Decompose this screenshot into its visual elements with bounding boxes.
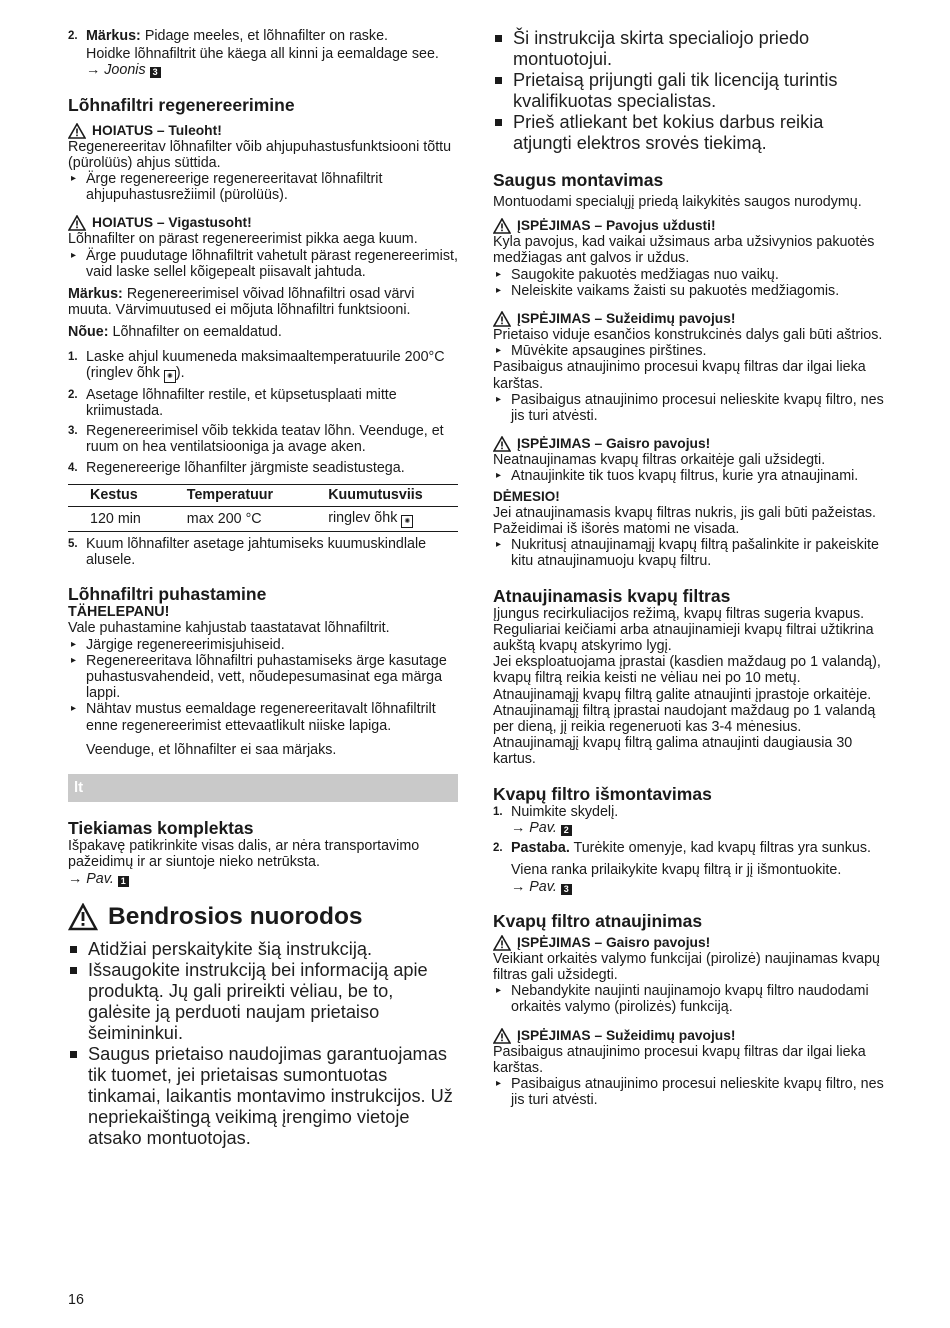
warning-triangle-icon — [493, 311, 511, 327]
list-item: Prieš atliekant bet kokius darbus reikia atjungti elektros srovės tiekimą. — [493, 112, 885, 154]
left-column: 2. Märkus: Pidage meeles, et lõhnafilter on raske. Hoidke lõhnafiltrit ühe käega all kinni ja eemaldage see. → Joonis 3 Lõhnafiltri regenereerimine HOIATUS – Tuleoht! Regenereeritav lõhnafilter võib ahjupuhastusfunktsiooni tõttu (pürolüüs) ahjus süttida. ▸ Ärge regenereerige regenereeritavat lõhnafiltrit ahjupuhastusrežiimil (pürolüüs). HOIATUS – Vigastusoht! Lõhnafilter on pärast regenereerimist pikka aega kuum. ▸ Ärge puudutage lõhnafiltrit vahetult pärast regenereerimist, vaid laske sellel kõigepealt piisavalt jahtuda. Märkus: Regenereerimisel võivad lõhnafiltri osad värvi muuta. Värvimuutused ei mõjuta lõhnafiltri funktsiooni. Nõue: Lõhnafilter on eemaldatud. 1. Laske ahjul kuumeneda maksimaaltemperatuurile 200°C (ringlev õhk ✺ ). 2. Asetage lõhnafilter restile, et küpsetusplaati mitte kriimustada. 3. Regenereerimisel võib tekkida teatav lõhn. Veenduge, et ruum on hea ventilatsiooniga ja avage aken. 4. Regenereerige lõhanfilter järgmiste seadistustega. Kestus Temperatuur Kuumutusviis 120 min max 200 °C ringlev õhk ✺ 5. Kuum lõhnafilter asetage jahtumiseks kuumuskindlale alusele. Lõhnafiltri puhastamine TÄHELEPANU! Vale puhastamine kahjustab taastatavat lõhnafiltrit. ▸ Järgige regenereerimisjuhiseid. ▸ Regenereeritava lõhnafiltri puhastamiseks ärge kasutage puhastusvahendeid, vett, nõudepesumasinat ega märga lappi. ▸ Nähtav mustus eemaldage regenereeritavalt lõhnafiltrilt enne regenereerimist ettevaatlikult niiske lapiga. Veenduge, et lõhnafilter ei saa märjaks. lt Tiekiamas komplektas Išpakavę patikrinkite visas dalis, ar nėra transportavimo pažeidimų ir ar siuntoje nieko netrūksta. → Pav. 1 Bendrosios nuorodos Atidžiai perskaitykite šią instrukciją. Išsaugokite instrukciją bei informaciją apie produktą. Jų gali prireikti vėliau, be to, galėsite ją perduoti naujam prietaiso šeimininkui. Saugus prietaiso naudojimas garantuojamas tik tuomet, jei prietaisas sumontuotas tinkamai, laikantis montavimo instrukcijos. Už nepriekaištingą veikimą įrengimo vietoje atsako montuotojas. — [68, 28, 458, 1149]
list-item: ▸ Atnaujinkite tik tuos kvapų filtrus, kurie yra atnaujinami. — [493, 468, 885, 484]
figure-3-box: 3 — [150, 67, 161, 78]
list-item: Atidžiai perskaitykite šią instrukciją. — [68, 939, 458, 960]
step-item: 4. Regenereerige lõhanfilter järgmiste seadistustega. — [68, 459, 405, 476]
step-item: 3. Regenereerimisel võib tekkida teatav lõhn. Veenduge, et ruum on hea ventilatsiooniga ja avage aken. — [68, 423, 444, 456]
figure-3-box: 3 — [561, 884, 572, 895]
warning-triangle-icon — [493, 935, 511, 951]
list-item: ▸ Mūvėkite apsaugines pirštines. — [493, 343, 885, 359]
section-title-kit: Tiekiamas komplektas — [68, 818, 254, 839]
list-item: Saugus prietaiso naudojimas garantuojamas tik tuomet, jei prietaisas sumontuotas tinkamai, laikantis montavimo instrukcijos. Už nepriekaištingą veikimą įrengimo vietoje atsako montuotojas. — [68, 1044, 458, 1149]
section-title-renewable-filter: Atnaujinamasis kvapų filtras — [493, 585, 731, 606]
section-title-filter-removal: Kvapų filtro išmontavimas — [493, 783, 712, 804]
warning-triangle-icon — [68, 123, 86, 139]
warning-triangle-icon — [493, 436, 511, 452]
list-item: ▸ Regenereeritava lõhnafiltri puhastamiseks ärge kasutage puhastusvahendeid, vett, nõudepesumasinat ega märga lappi. — [68, 653, 458, 702]
figure-2-box: 2 — [561, 825, 572, 836]
step-item: 1. Laske ahjul kuumeneda maksimaaltemperatuurile 200°C (ringlev õhk ✺ ). — [68, 348, 445, 381]
section-title-filter-renewal: Kvapų filtro atnaujinimas — [493, 910, 703, 931]
fan-heat-icon: ✺ — [401, 515, 413, 528]
step-5: 5. Kuum lõhnafilter asetage jahtumiseks kuumuskindlale alusele. — [68, 535, 427, 569]
list-item: ▸ Nähtav mustus eemaldage regenereeritavalt lõhnafiltrilt enne regenereerimist ettevaatlikult niiske lapiga. — [68, 701, 458, 733]
list-item: ▸ Ärge regenereerige regenereeritavat lõhnafiltrit ahjupuhastusrežiimil (pürolüüs). — [68, 171, 458, 203]
list-item: ▸ Neleiskite vaikams žaisti su pakuotės medžiagomis. — [493, 283, 885, 299]
section-title-cleaning: Lõhnafiltri puhastamine — [68, 584, 267, 605]
list-item: ▸ Nebandykite naujinti naujinamojo kvapų filtro naudodami orkaitės valymo (pirolizės) funkciją. — [493, 983, 885, 1015]
section-title-safe-install: Saugus montavimas — [493, 170, 664, 190]
section-title-regeneration: Lõhnafiltri regenereerimine — [68, 94, 295, 115]
step-item: 1. Nuimkite skydelį. → Pav. 2 — [493, 803, 619, 836]
right-column: Ši instrukcija skirta specialiojo priedo montuotojui. Prietaisą prijungti gali tik licenciją turintis kvalifikuotas specialistas. Prieš atliekant bet kokius darbus reikia atjungti elektros srovės tiekimą. Saugus montavimas Montuodami specialųjį priedą laikykitės saugos nurodymų. ĮSPĖJIMAS – Pavojus uždusti! Kyla pavojus, kad vaikai užsimaus arba užsivynios pakuotės medžiagas ant galvos ir uždus. ▸ Saugokite pakuotės medžiagas nuo vaikų. ▸ Neleiskite vaikams žaisti su pakuotės medžiagomis. ĮSPĖJIMAS – Sužeidimų pavojus! Prietaiso viduje esančios konstrukcinės dalys gali būti aštrios. ▸ Mūvėkite apsaugines pirštines. Pasibaigus atnaujinimo procesui kvapų filtras dar ilgai lieka karštas. ▸ Pasibaigus atnaujinimo procesui nelieskite kvapų filtro, nes jis turi atvėsti. ĮSPĖJIMAS – Gaisro pavojus! Neatnaujinamas kvapų filtras orkaitėje gali užsidegti. ▸ Atnaujinkite tik tuos kvapų filtrus, kurie yra atnaujinami. DĖMESIO! Jei atnaujinamasis kvapų filtras nukris, jis gali būti pažeistas. Pažeidimai iš išorės matomi ne visada. ▸ Nukritusį atnaujinamąjį kvapų filtrą pašalinkite ir pakeiskite kitu atnaujinamuoju kvapų filtru. Atnaujinamasis kvapų filtras Įjungus recirkuliacijos režimą, kvapų filtras sugeria kvapus. Reguliariai keičiami arba atnaujinamieji kvapų filtrai užtikrina aukštą kvapų atskyrimo lygį. Jei eksploatuojama įprastai (kasdien maždaug po 1 valandą), kvapų filtrą reikia keisti ne vėliau nei po 10 metų. Atnaujinamąjį kvapų filtrą galite atnaujinti įprastoje orkaitėje. Atnaujinamąjį filtrą įprastai naudojant maždaug po 1 valandą per dieną, jį reikia regeneruoti kas 3-4 mėnesius. Atnaujinamąjį kvapų filtrą galima atnaujinti daugiausia 30 kartus. Kvapų filtro išmontavimas 1. Nuimkite skydelį. → Pav. 2 2. Pastaba. Turėkite omenyje, kad kvapų filtras yra sunkus. Viena ranka prilaikykite kvapų filtrą ir jį išmontuokite. → Pav. 3 Kvapų filtro atnaujinimas ĮSPĖJIMAS – Gaisro pavojus! Veikiant orkaitės valymo funkcijai (pirolizė) naujinamas kvapų filtras gali užsidegti. ▸ Nebandykite naujinti naujinamojo kvapų filtro naudodami orkaitės valymo (pirolizės) funkciją. ĮSPĖJIMAS – Sužeidimų pavojus! Pasibaigus atnaujinimo procesui kvapų filtras dar ilgai lieka karštas. ▸ Pasibaigus atnaujinimo procesui nelieskite kvapų filtro, nes jis turi atvėsti. — [493, 28, 885, 1108]
figure-1-box: 1 — [118, 876, 129, 887]
list-item: Prietaisą prijungti gali tik licenciją turintis kvalifikuotas specialistas. — [493, 70, 885, 112]
list-item: ▸ Saugokite pakuotės medžiagas nuo vaikų. — [493, 267, 885, 283]
general-heading: Bendrosios nuorodos — [68, 903, 458, 931]
list-item: ▸ Ärge puudutage lõhnafiltrit vahetult pärast regenereerimist, vaid laske sellel kõigepealt piisavalt jahtuda. — [68, 248, 458, 280]
list-item: ▸ Nukritusį atnaujinamąjį kvapų filtrą pašalinkite ir pakeiskite kitu atnaujinamuoju kvapų filtru. — [493, 537, 885, 569]
warning-triangle-icon — [68, 215, 86, 231]
step-item: 2. Pastaba. Turėkite omenyje, kad kvapų filtras yra sunkus. — [493, 840, 871, 857]
warning-triangle-icon — [68, 903, 98, 931]
list-item: Išsaugokite instrukciją bei informaciją apie produktą. Jų gali prireikti vėliau, be to, galėsite ją perduoti naujam prietaiso šeimininkui. — [68, 960, 458, 1044]
language-tag: lt — [68, 774, 458, 802]
list-item: Ši instrukcija skirta specialiojo priedo montuotojui. — [493, 28, 885, 70]
list-item: ▸ Pasibaigus atnaujinimo procesui nelieskite kvapų filtro, nes jis turi atvėsti. — [493, 1076, 885, 1108]
list-item: ▸ Pasibaigus atnaujinimo procesui nelieskite kvapų filtro, nes jis turi atvėsti. — [493, 392, 885, 424]
step-item: 2. Asetage lõhnafilter restile, et küpsetusplaati mitte kriimustada. — [68, 386, 397, 420]
step-2: 2. Märkus: Pidage meeles, et lõhnafilter on raske. — [68, 28, 388, 44]
warning-triangle-icon — [493, 1028, 511, 1044]
page-number: 16 — [68, 1292, 84, 1308]
fan-heat-icon: ✺ — [164, 370, 176, 383]
warning-triangle-icon — [493, 218, 511, 234]
list-item: ▸ Järgige regenereerimisjuhiseid. — [68, 637, 458, 653]
settings-table: Kestus Temperatuur Kuumutusviis 120 min max 200 °C ringlev õhk ✺ — [68, 484, 458, 532]
